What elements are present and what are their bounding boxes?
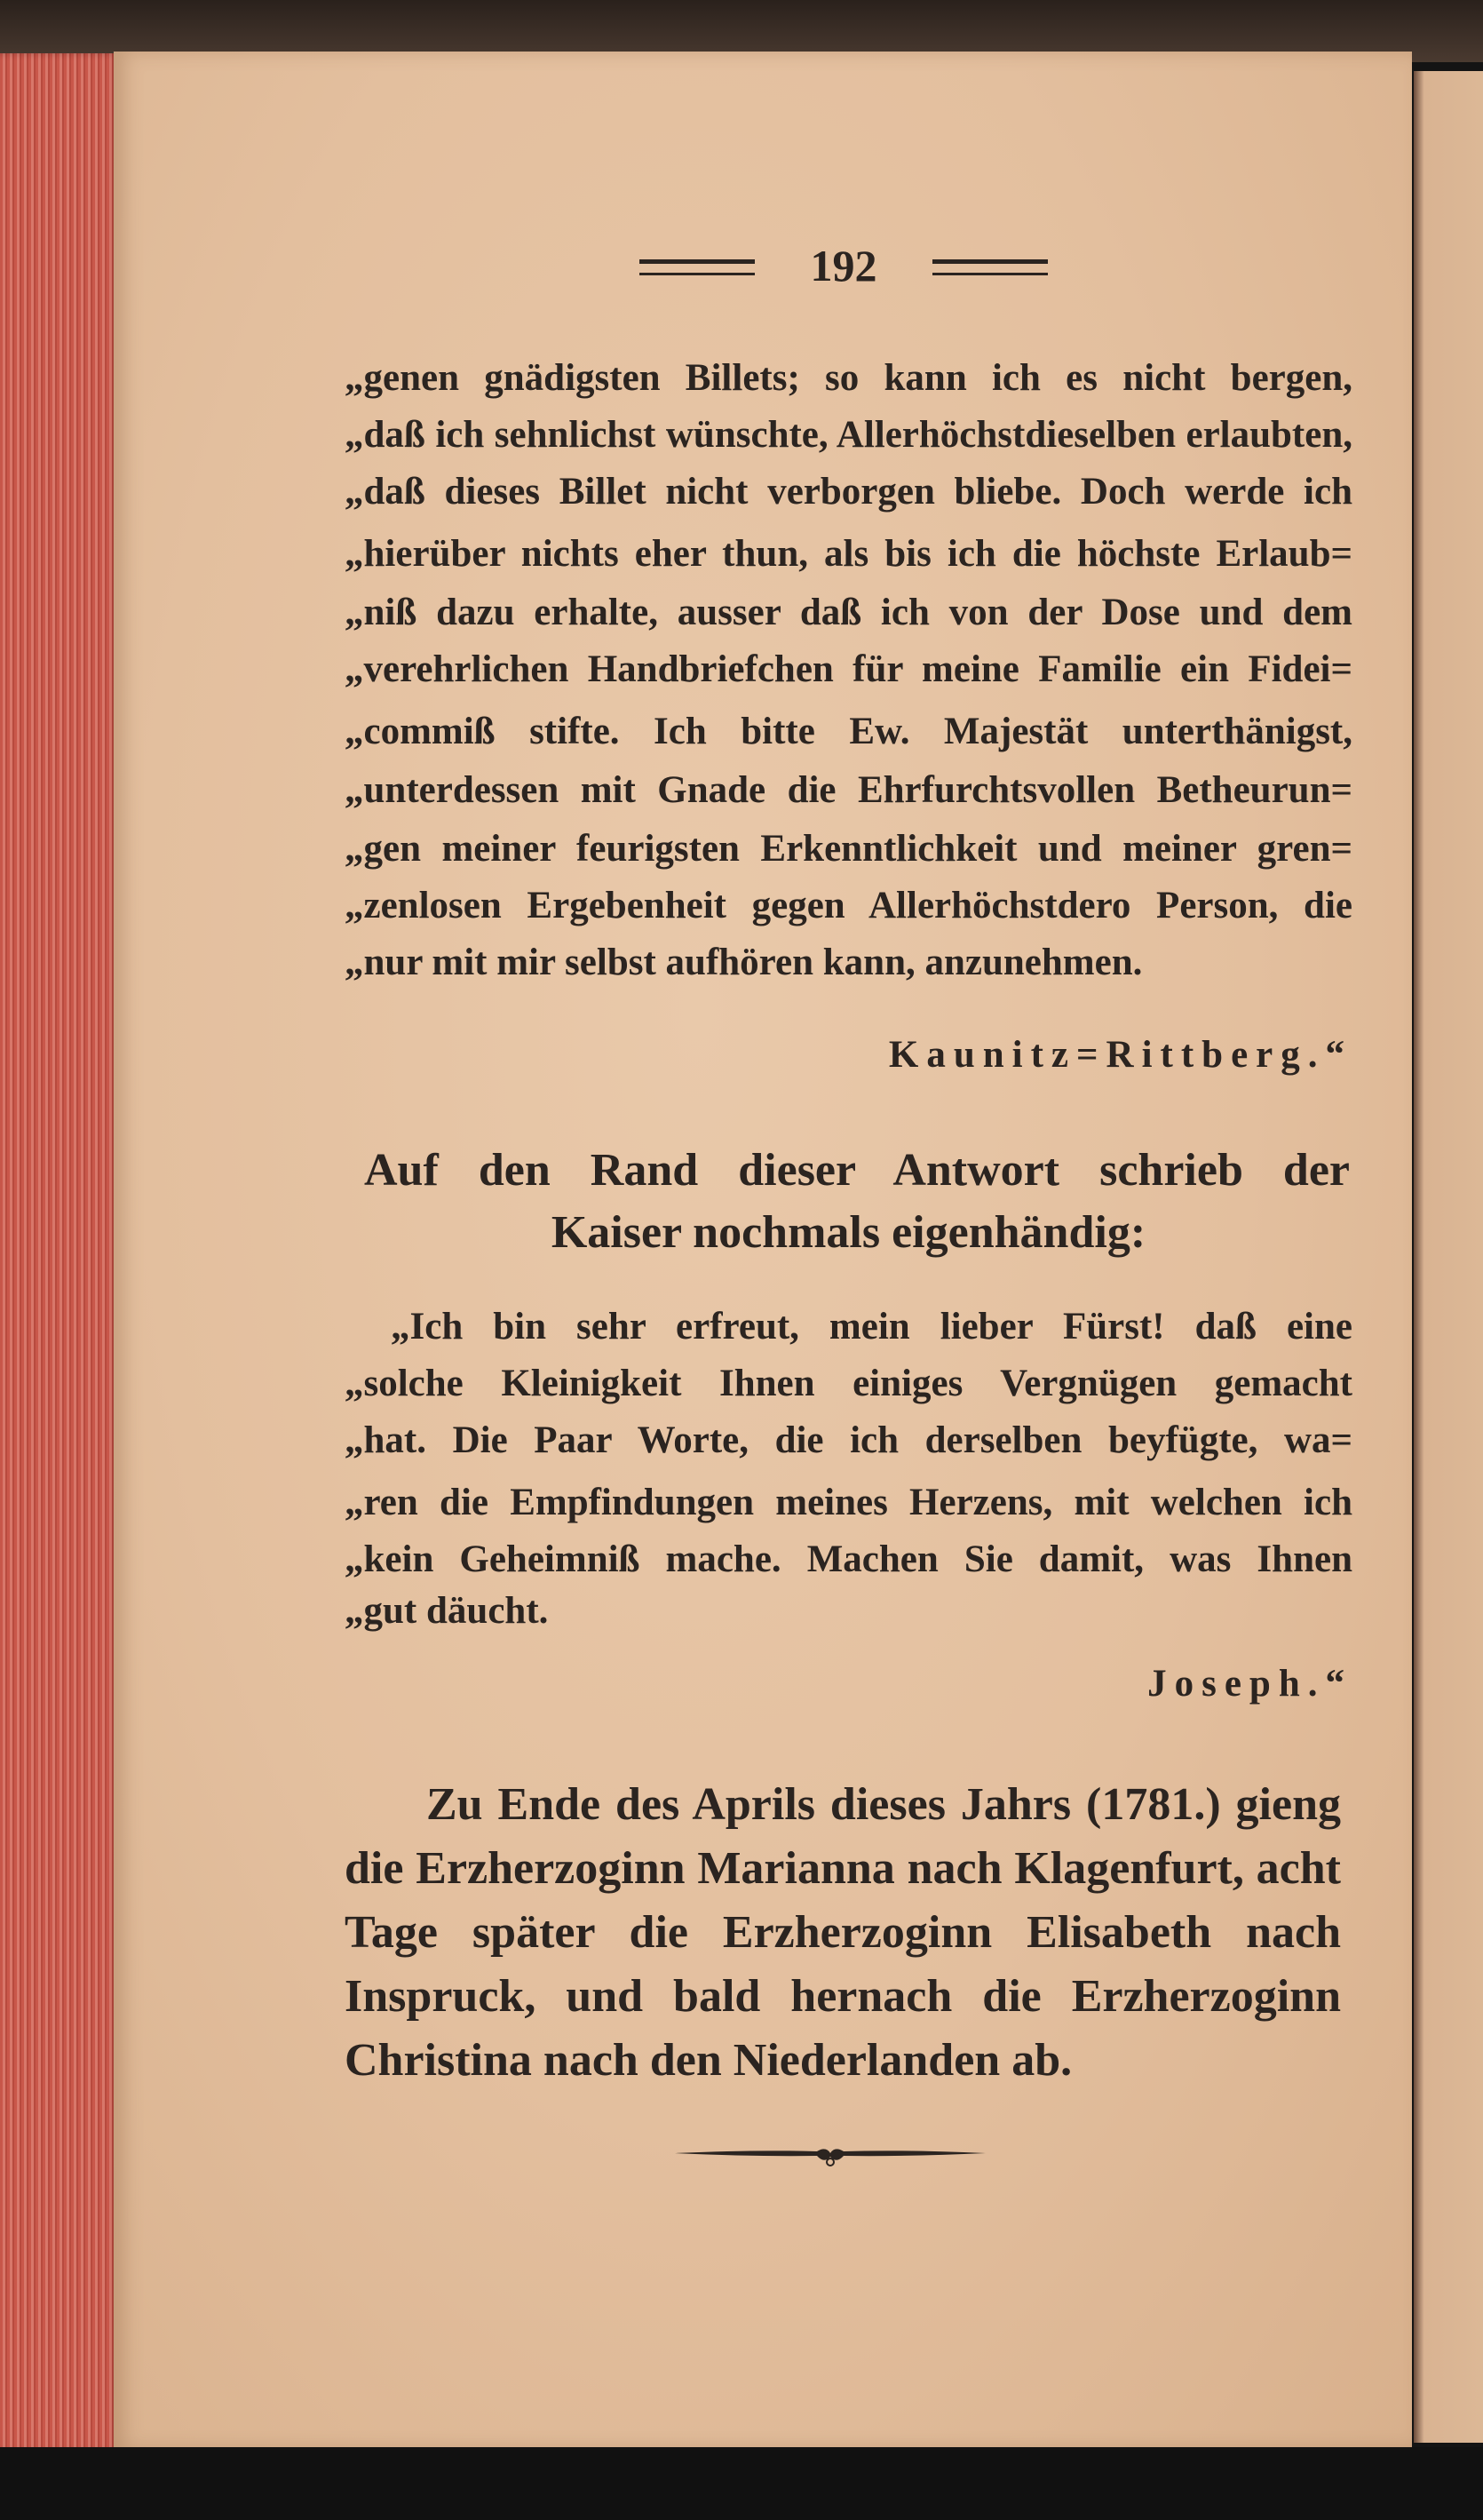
scan-bottom-background xyxy=(0,2447,1483,2520)
paragraph-line: Tage später die Erzherzoginn Elisabeth nach xyxy=(345,1907,1341,1958)
facing-page-edge xyxy=(1414,71,1483,2443)
reply-signature: Joseph.“ xyxy=(1147,1663,1352,1705)
reply-line: „solche Kleinigkeit Ihnen einiges Vergnügen gemacht xyxy=(345,1363,1352,1404)
reply-line: „kein Geheimniß mache. Machen Sie damit, was Ihnen xyxy=(345,1538,1352,1580)
section-heading-line: Kaiser nochmals eigenhändig: xyxy=(551,1207,1146,1258)
section-heading-line: Auf den Rand dieser Antwort schrieb der xyxy=(364,1145,1350,1196)
end-ornament-icon xyxy=(675,2142,986,2169)
reply-line: „Ich bin sehr erfreut, mein lieber Fürst! daß eine xyxy=(391,1306,1352,1347)
reply-line: „ren die Empfindungen meines Herzens, mit welchen ich xyxy=(345,1482,1352,1523)
letter-line: „hierüber nichts eher thun, als bis ich die höchste Erlaub= xyxy=(345,533,1352,575)
letter-line: „niß dazu erhalte, ausser daß ich von der Dose und dem xyxy=(345,592,1352,633)
letter-line: „genen gnädigsten Billets; so kann ich es nicht bergen, xyxy=(345,357,1352,399)
letter-line: „verehrlichen Handbriefchen für meine Familie ein Fidei= xyxy=(345,648,1352,690)
page-number: 192 xyxy=(810,241,877,290)
letter-line: „zenlosen Ergebenheit gegen Allerhöchstdero Person, die xyxy=(345,885,1352,926)
paragraph-line: Zu Ende des Aprils dieses Jahrs (1781.) gieng xyxy=(426,1779,1341,1830)
letter-line: „commiß stifte. Ich bitte Ew. Majestät unterthänigst, xyxy=(345,711,1352,752)
page-header xyxy=(639,233,1048,295)
paragraph-line: Inspruck, und bald hernach die Erzherzoginn xyxy=(345,1971,1341,2022)
reply-line: „gut däucht. xyxy=(345,1590,549,1632)
book-red-edge xyxy=(0,53,120,2452)
letter-line: „gen meiner feurigsten Erkenntlichkeit und meiner gren= xyxy=(345,828,1352,870)
letter-line: „daß dieses Billet nicht verborgen bliebe. Doch werde ich xyxy=(345,471,1352,513)
letter-signature: Kaunitz=Rittberg.“ xyxy=(888,1034,1352,1076)
letter-line: „daß ich sehnlichst wünschte, Allerhöchstdieselben erlaubten, xyxy=(345,414,1352,456)
header-rule-right xyxy=(932,259,1048,275)
letter-line: „nur mit mir selbst aufhören kann, anzunehmen. xyxy=(345,942,1143,983)
letter-line: „unterdessen mit Gnade die Ehrfurchtsvollen Betheurun= xyxy=(345,769,1352,811)
paragraph-line: die Erzherzoginn Marianna nach Klagenfurt, acht xyxy=(345,1843,1341,1894)
reply-line: „hat. Die Paar Worte, die ich derselben beyfügte, wa= xyxy=(345,1419,1352,1461)
paragraph-line: Christina nach den Niederlanden ab. xyxy=(345,2035,1073,2086)
